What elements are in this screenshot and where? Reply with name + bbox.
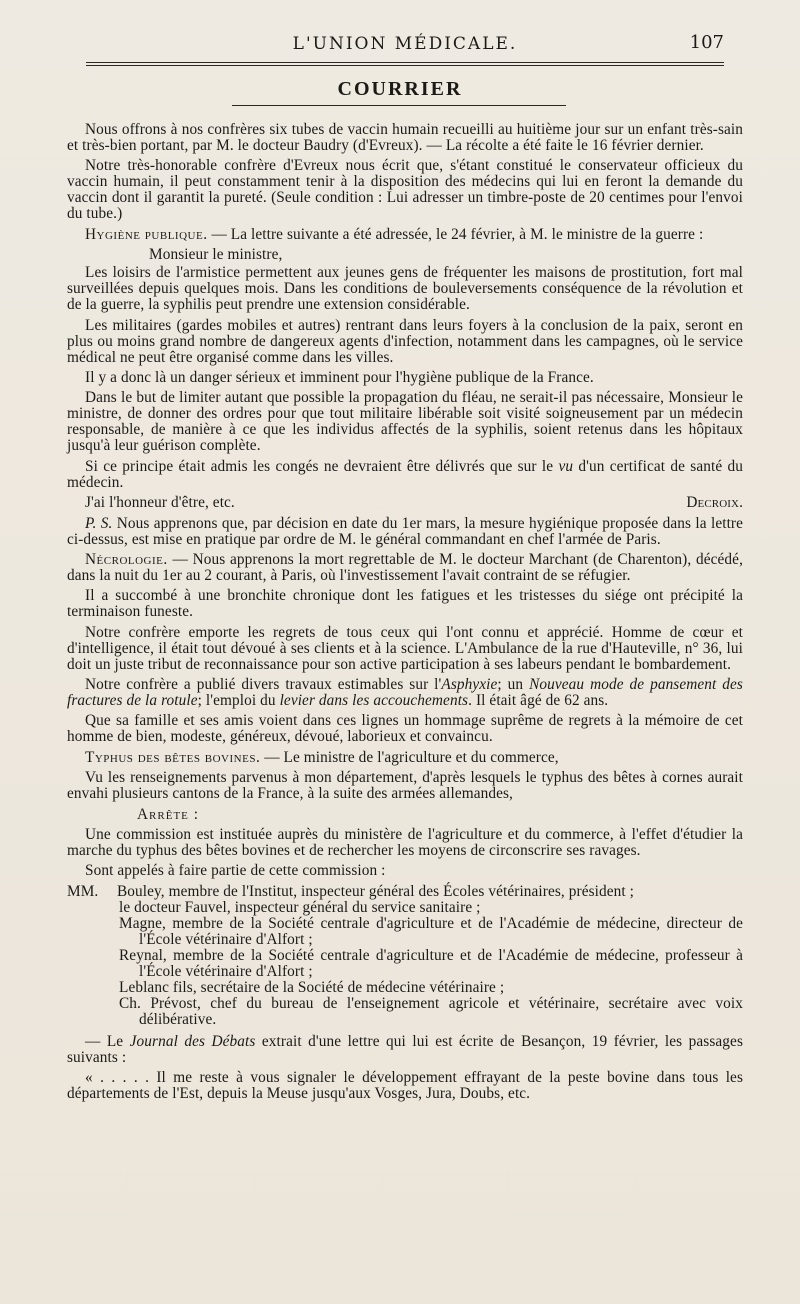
paragraph-ps xyxy=(67,516,743,548)
running-head: L'UNION MÉDICALE. xyxy=(292,34,518,54)
works-text-c: ; l'emploi du xyxy=(197,692,280,710)
paragraph-letter-quote: « . . . . . Il me reste à vous signaler le développement effrayant de la peste bovine dans tous les départements de l'Est, depuis la Meuse jusqu'aux Vosges, Jura, Doubs, etc. xyxy=(67,1069,743,1103)
works-text-a: Notre confrère a publié divers travaux estimables sur l' xyxy=(85,676,442,694)
page-number: 107 xyxy=(689,32,724,53)
typhus-text: — Le ministre de l'agriculture et du commerce, xyxy=(260,748,559,766)
page-header xyxy=(86,30,724,60)
paragraph-regrets: Notre confrère emporte les regrets de tous ceux qui l'ont connu et apprécié. Homme de cœur et d'intelligence, il était tout dévoué à ses clients et à la science. L'Ambulance de la rue d'Hauteville, n° 36, lui doit un juste tribut de reconnaissance pour son active participation à ses labeurs pendant le bombardement. xyxy=(67,623,743,673)
member-reynal: Reynal, membre de la Société centrale d'agriculture et de l'Académie de médecine, professeur à l'École vétérinaire d'Alfort ; xyxy=(119,946,743,980)
member-leblanc: Leblanc fils, secrétaire de la Société de médecine vétérinaire ; xyxy=(119,978,505,996)
works-em-1: Asphyxie xyxy=(441,676,498,694)
member-bouley xyxy=(67,884,743,900)
paragraph-necrology xyxy=(67,552,743,584)
signature-closing: J'ai l'honneur d'être, etc. xyxy=(85,494,235,512)
works-text-d: . Il était âgé de 62 ans. xyxy=(468,692,609,710)
principle-em: vu xyxy=(558,457,574,475)
title-underline xyxy=(232,105,566,106)
paragraph-danger: Il y a donc là un danger sérieux et imminent pour l'hygiène publique de la France. xyxy=(85,368,594,386)
paragraph-vaccine-conservator: Notre très-honorable confrère d'Evreux nous écrit que, s'étant constitué le conservateur officieux du vaccin humain, il peut constamment tenir à la disposition des médecins qui lui en feront la demande du vaccin dont il garantit la pureté. (Seule condition : Lui adresser un timbre-poste de 20 centimes pour l'envoi du tube.) xyxy=(67,157,743,223)
paragraph-works xyxy=(67,677,743,709)
letter-salutation: Monsieur le ministre, xyxy=(149,246,283,264)
paragraph-soldiers: Les militaires (gardes mobiles et autres) rentrant dans leurs foyers à la conclusion de la paix, seront en plus ou moins grand nombre de dangereux agents d'infection, notamment dans les campagnes, où le service médical ne peut être organisé comme dans les villes. xyxy=(67,316,743,366)
works-em-3: levier dans les accouchements xyxy=(279,692,469,710)
works-text-b: ; un xyxy=(497,676,530,694)
hygiene-text: — La lettre suivante a été adressée, le 24 février, à M. le ministre de la guerre : xyxy=(207,225,704,243)
member-prevost: Ch. Prévost, chef du bureau de l'enseignement agricole et vétérinaire, secrétaire avec voix délibérative. xyxy=(119,994,743,1028)
rubric-hygiene: Hygiène publique. xyxy=(85,225,208,243)
paragraph-hygiene xyxy=(67,227,743,243)
debats-text-a: — Le xyxy=(85,1032,130,1050)
letter-signature xyxy=(67,495,743,511)
member-bouley-text: Bouley, membre de l'Institut, inspecteur général des Écoles vétérinaires, président ; xyxy=(117,882,635,900)
paragraph-bronchitis: Il a succombé à une bronchite chronique dont les fatigues et les tristesses du siége ont précipité la terminaison funeste. xyxy=(67,587,743,621)
decree-heading: Arrête : xyxy=(137,805,199,823)
paragraph-armistice: Les loisirs de l'armistice permettent aux jeunes gens de fréquenter les maisons de prostitution, fort mal surveillées depuis quelques mois. Dans les conditions de bouleversements conséquence de la révolution et de la guerre, la syphilis peut prendre une extension considérable. xyxy=(67,264,743,314)
debats-text-b: extrait d'une lettre qui lui est écrite de Besançon, 19 février, les passages suivants : xyxy=(67,1032,743,1066)
article-body xyxy=(67,122,743,1107)
member-fauvel: le docteur Fauvel, inspecteur général du service sanitaire ; xyxy=(119,898,481,916)
signature-name: Decroix. xyxy=(686,494,743,512)
header-rule xyxy=(86,62,724,63)
member-magne: Magne, membre de la Société centrale d'agriculture et de l'Académie de médecine, directeur de l'École vétérinaire d'Alfort ; xyxy=(119,914,743,948)
paragraph-considering: Vu les renseignements parvenus à mon département, d'après lesquels le typhus des bêtes à cornes aurait envahi plusieurs cantons de la France, à la suite des armées allemandes, xyxy=(67,769,743,803)
ps-text: Nous apprenons que, par décision en date du 1er mars, la mesure hygiénique proposée dans la lettre ci-dessus, est mise en pratique par ordre de M. le général commandant en chef l'armée de Paris. xyxy=(67,514,743,548)
paragraph-homage: Que sa famille et ses amis voient dans ces lignes un hommage suprême de regrets à la mémoire de cet homme de bien, modeste, généreux, dévoué, laborieux et convaincu. xyxy=(67,712,743,746)
debats-em: Journal des Débats xyxy=(129,1032,256,1050)
paragraph-debats xyxy=(67,1034,743,1066)
principle-text-a: Si ce principe était admis les congés ne devraient être délivrés que sur le xyxy=(85,457,559,475)
paragraph-limit: Dans le but de limiter autant que possible la propagation du fléau, ne serait-il pas nécessaire, Monsieur le ministre, de donner des ordres pour que tout militaire libérable soit visité soigneusement par un médecin responsable, de manière à ce que les individus affectés de la syphilis, soient retenus dans les hôpitaux jusqu'à leur guérison complète. xyxy=(67,389,743,455)
paragraph-principle xyxy=(67,459,743,491)
header-rule-double xyxy=(86,65,724,66)
principle-text-b: d'un certificat de santé du médecin. xyxy=(67,457,743,491)
section-title: COURRIER xyxy=(337,78,463,100)
paragraph-commission: Une commission est instituée auprès du ministère de l'agriculture et du commerce, à l'effet d'étudier la marche du typhus des bêtes bovines et de rechercher les moyens de circonscrire ses ravages. xyxy=(67,826,743,860)
ps-label: P. S. xyxy=(85,514,113,532)
rubric-typhus: Typhus des bêtes bovines. xyxy=(85,748,261,766)
paragraph-typhus xyxy=(67,750,743,766)
works-em-2: Nouveau mode de pansement des fractures de la rotule xyxy=(67,676,743,710)
paragraph-members-intro: Sont appelés à faire partie de cette commission : xyxy=(85,862,386,880)
necrology-text: — Nous apprenons la mort regrettable de M. le docteur Marchant (de Charenton), décédé, dans la nuit du 1er au 2 courant, à Paris, où l'investissement l'avait contraint de se réfugier. xyxy=(67,550,743,584)
members-prefix: MM. xyxy=(67,882,99,900)
paragraph-vaccine-offer: Nous offrons à nos confrères six tubes de vaccin humain recueilli au huitième jour sur un enfant très-sain et très-bien portant, par M. le docteur Baudry (d'Evreux). — La récolte a été faite le 16 février dernier. xyxy=(67,121,743,154)
rubric-necrology: Nécrologie. xyxy=(85,550,168,568)
